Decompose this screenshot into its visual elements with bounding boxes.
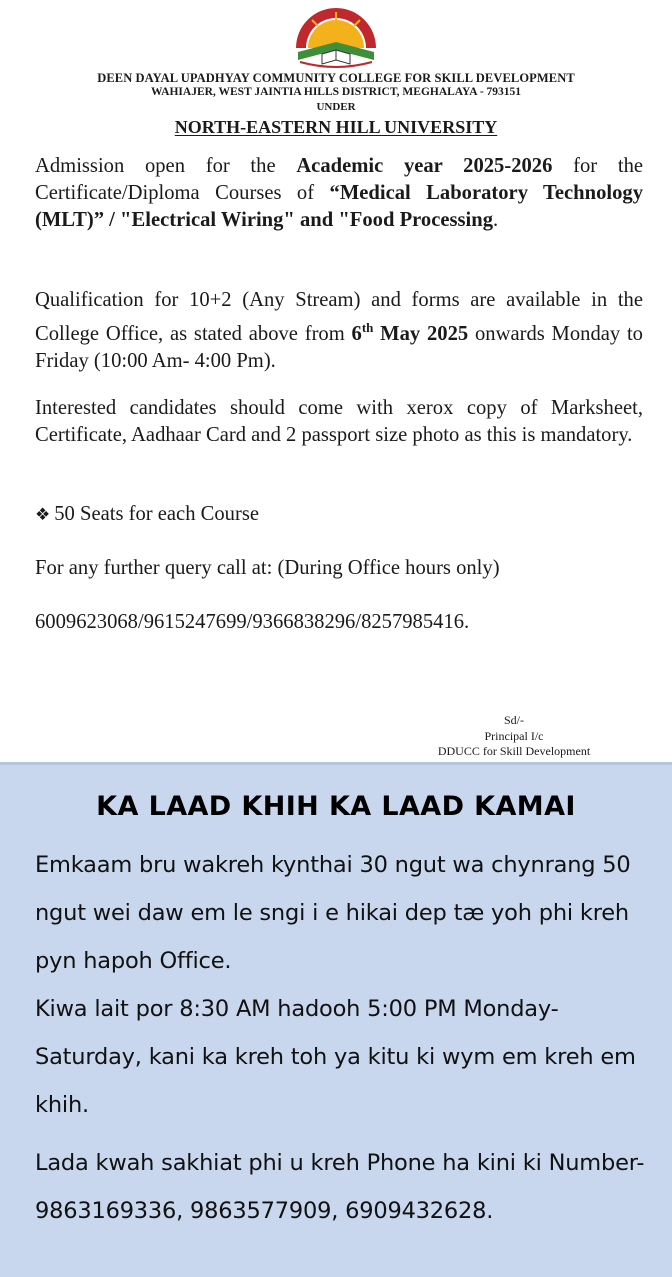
course-names: “Medical Laboratory Technology (MLT)” / "Electrical Wiring" and "Food Processing [35, 182, 643, 231]
phone-numbers: 6009623068/9615247699/9366838296/8257985416. [35, 611, 470, 633]
qualification-paragraph [35, 287, 643, 375]
seats-item [35, 501, 643, 528]
under-label: UNDER [316, 101, 356, 113]
text-span: . [493, 209, 499, 231]
signature-org: DDUCC for Skill Development [437, 744, 591, 758]
text-span: Qualification for 10+2 (Any Stream) and forms are available in the College Office, as stated above from [35, 289, 643, 345]
khasi-paragraph-2: Kiwa lait por 8:30 AM hadooh 5:00 PM Monday-Saturday, kani ka kreh toh ya kitu ki wym em kreh em khih. [35, 996, 636, 1118]
documents-paragraph: Interested candidates should come with xerox copy of Marksheet, Certificate, Aadhaar Card and 2 passport size photo as this is mandatory. [35, 397, 643, 446]
form-date-day: 6 [351, 323, 362, 345]
signature-sd: Sd/- [503, 713, 524, 727]
text-span: onwards Monday to Friday (10:00 Am- 4:00 Pm). [35, 323, 643, 372]
academic-year: Academic year 2025-2026 [296, 155, 553, 177]
university-name: NORTH-EASTERN HILL UNIVERSITY [174, 117, 498, 137]
college-address: WAHIAJER, WEST JAINTIA HILLS DISTRICT, MEGHALAYA - 793151 [150, 86, 522, 98]
college-seal-logo [288, 8, 384, 70]
khasi-paragraph-1: Emkaam bru wakreh kynthai 30 ngut wa chynrang 50 ngut wei daw em le sngi i e hikai dep tæ yoh phi kreh pyn hapoh Office. [35, 852, 631, 974]
diamond-bullet-icon: ❖ [35, 505, 51, 524]
form-date-suffix: th [361, 320, 374, 335]
khasi-paragraph-3: Lada kwah sakhiat phi u kreh Phone ha kini ki Number- 9863169336, 9863577909, 6909432628. [35, 1150, 645, 1224]
form-date-month: May 2025 [373, 323, 469, 345]
text-span: Admission open for the [35, 155, 297, 177]
seats-text: 50 Seats for each Course [54, 503, 259, 525]
khasi-title: KA LAAD KHIH KA LAAD KAMAI [96, 791, 576, 822]
text-span: for the Certificate/Diploma Courses of [35, 155, 644, 204]
signature-role: Principal I/c [484, 729, 544, 743]
query-paragraph: For any further query call at: (During Office hours only) [35, 557, 500, 579]
admission-paragraph [35, 153, 643, 234]
khasi-panel [0, 762, 672, 1277]
college-name: DEEN DAYAL UPADHYAY COMMUNITY COLLEGE FOR SKILL DEVELOPMENT [97, 71, 575, 85]
